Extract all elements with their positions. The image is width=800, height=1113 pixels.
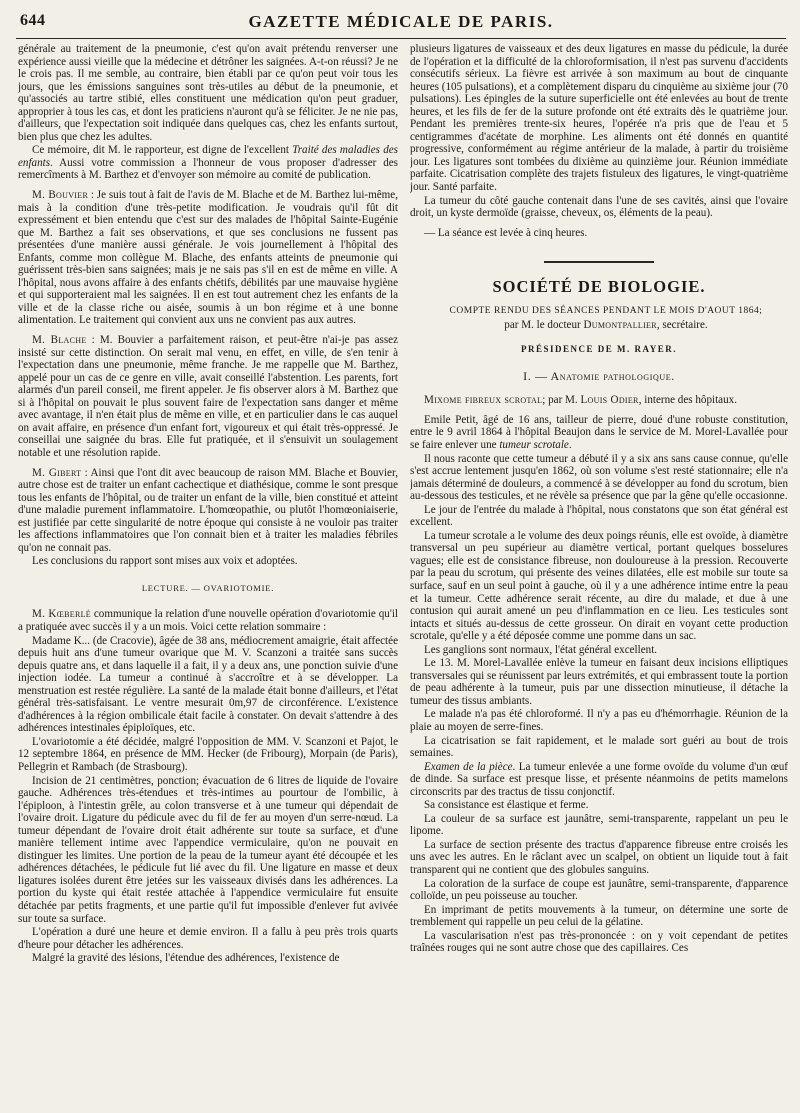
case-title: Mixome fibreux scrotal; par M. Louis Odier, interne des hôpitaux. — [424, 394, 737, 407]
paragraph: L'ovariotomie a été décidée, malgré l'opposition de MM. V. Scanzoni et Pajot, le 12 septembre 1864, en présence de MM. Hecker (de Fribourg), Morpain (de Paris), Pellegrin et Rambach (de Strasbourg). — [18, 735, 398, 773]
paragraph: La couleur de sa surface est jaunâtre, semi-transparente, rappelant un peu le lipome. — [410, 812, 788, 838]
paragraph: — La séance est levée à cinq heures. — [424, 226, 588, 239]
society-title: SOCIÉTÉ DE BIOLOGIE. — [492, 276, 706, 296]
paragraph: Emile Petit, âgé de 16 ans, tailleur de pierre, doué d'une robuste constitution, entre le 9 avril 1864 à l'hôpital Beaujon dans le service de M. Morel-Lavallée pour se faire enlever une tumeur scrotale. — [410, 413, 788, 451]
paragraph: Les conclusions du rapport sont mises aux voix et adoptées. — [32, 555, 298, 568]
paragraph: La tumeur scrotale a le volume des deux poings réunis, elle est ovoïde, à diamètre transversal un peu supérieur au diamètre vertical, portant quelques bosselures vagues; elle est de consistance fibreuse, non douloureuse à la pression. Recouverte par la peau du scrotum, qui présente des veines dilatées, elle est mobile sur toute sa surface, sauf en un seul point à gauche, où il y a une adhérence intime entre la peau et la tumeur. Cette adhérence serait récente, au dire du malade, et due à une contusion qui aurait amené un peu d'inflammation en ce lieu. Les testicules sont intacts et situés au-dessus de cette grosseur. On dirait en voyant cette production scrotale, qu'elle y a été déposée comme une pomme dans un sac. — [410, 529, 788, 643]
paragraph: M. Blache : M. Bouvier a parfaitement raison, et peut-être n'ai-je pas assez insisté sur cette distinction. On serait mal venu, en effet, en ville, de s'en tenir à l'expectation dans une pneumonie, même franche. Je me rappelle que M. Barthez, appelé pour un cas de ce genre en ville, avait conseillé l'abstention. Les parents, fort alarmés d'un pareil conseil, me firent appeler. Je fis observer alors à M. Barthez que si à l'hôpital on pouvait le plus souvent faire de l'expectation sans danger et même avec avantage, il n'en était plus de même en ville, et en particulier dans le cas auquel on avait affaire, en présence d'un enfant fort, vigoureux et qui était très-oppressé. Je conseillai une saignée du bras. Elle fut pratiquée, et il s'ensuivit un soulagement notable et une résolution rapide. — [18, 334, 398, 459]
speaker-name: M. Blache — [32, 334, 87, 347]
paragraph: générale au traitement de la pneumonie, c'est qu'on avait prétendu renverser une expérience aussi vieille que la médecine et détrôner les saignées. A-t-on réussi? Je ne le crois pas. Il me semble, au contraire, bien établi par ce qu'on peut voir tous les jours, que les émissions sanguines sont très-utiles au début de la pneumonie, et qu'associés au tartre stibié, elles constituent une médication qu'on peut graduer, approprier à tous les cas, et dont les praticiens n'auront qu'à se féliciter. Je ne nie pas, d'ailleurs, que l'expectation soit indiquée dans quelques cas, chez les enfants surtout, bien plus que chez les adultes. — [18, 43, 398, 143]
page-number: 644 — [20, 12, 46, 29]
paragraph: La tumeur du côté gauche contenait dans l'une de ses cavités, ainsi que l'ovaire droit, un kyste dermoïde (graisse, cheveux, os, éléments de la peau). — [410, 194, 788, 220]
paragraph: Malgré la gravité des lésions, l'étendue des adhérences, l'existence de — [32, 952, 340, 965]
section-divider — [544, 261, 654, 262]
paragraph: M. Kœberlé communique la relation d'une nouvelle opération d'ovariotomie qu'il a pratiquée avec succès il y a un mois. Voici cette relation sommaire : — [18, 608, 398, 633]
left-column — [18, 43, 398, 1101]
paragraph: Examen de la pièce. La tumeur enlevée a une forme ovoïde du volume d'un œuf de dinde. Sa surface est presque lisse, et présente néanmoins de petits mamelons circonscrits par des tractus de tissu conjonctif. — [410, 760, 788, 798]
paragraph: Incision de 21 centimètres, ponction; évacuation de 6 litres de liquide de l'ovaire gauche. Adhérences très-étendues et très-intimes au pourtour de l'ombilic, à l'épiploon, à l'intestin grêle, au colon transverse et à une tumeur qui dépendait de l'ovaire droit. Ligature du pédicule avec du fil de fer au moyen d'un serre-nœud. La tumeur dépendant de l'ovaire droit était adhérente sur toute sa surface, et d'une manière tellement intime avec l'appendice vermiculaire, qu'on ne pouvait en distinguer les limites. Une portion de la peau de la tumeur ayant été découpée et les adhérences détachées, le pédicule fut lié avec du fil. Une ligature en masse et deux ligatures isolées durent être jetées sur les vaisseaux divisés dans les adhérences. La portion du kyste qui était restée attachée à l'appendice vermiculaire fut ensuite détachée par petits fragments, et une partie qu'il fut impossible d'enlever fut avivée sur toute sa surface. — [18, 774, 398, 925]
paragraph: Le malade n'a pas été chloroformé. Il n'y a pas eu d'hémorrhagie. Réunion de la plaie au moyen de serre-fines. — [410, 708, 788, 733]
paragraph: M. Bouvier : Je suis tout à fait de l'avis de M. Blache et de M. Barthez lui-même, mais à la condition d'une très-petite modification. Je voudrais qu'il fût dit expressément et bien entendu que c'est sur des malades de l'hôpital Sainte-Eugénie que M. Barthez a fait ses observations, et que ses conclusions ne fussent pas présentées d'une manière aussi générale. Je vois journellement à l'hôpital des Enfants, comme mon collègue M. Blache, des enfants atteints de pneumonie qui guérissent très-bien sans saignées; mais je ne sais pas s'il en est de même en ville. A l'hôpital, nous avons affaire à des enfants chétifs, débilités par une mauvaise hygiène et qui supporteraient mal les saignées. Il en est tout autrement chez les enfants de la ville et de la classe riche ou aisée, soumis à un bon régime et à une bonne alimentation. Le traitement qui convient aux uns ne convient pas aux autres. — [18, 189, 398, 327]
paragraph: Le jour de l'entrée du malade à l'hôpital, nous constatons que son état général est excellent. — [410, 503, 788, 529]
paragraph: Il nous raconte que cette tumeur a débuté il y a six ans sans cause connue, qu'elle s'est accrue lentement jusqu'en 1862, où son volume s'est resté stationnaire; elle n'a jamais déterminé de douleurs, a commencé à se développer au fond du scrotum, bien au-dessous des testicules, et ne révèle sa présence que par la gêne qu'elle occasionne. — [410, 452, 788, 503]
paragraph: M. Gibert : Ainsi que l'ont dit avec beaucoup de raison MM. Blache et Bouvier, autre chose est de traiter un enfant cachectique et diathésique, comme le sont presque tous les enfants de l'hôpital, ou de traiter un enfant de la ville, bien constitué et atteint d'une maladie purement inflammatoire. L'homœopathie, ou plutôt l'homœoniaiserie, est justifiée par cette singularité de notre époque qui consiste à ne vouloir pas traiter les affections inflammatoires que l'on connait bien et à traiter les maladies fébriles qu'on ne connait pas. — [18, 466, 398, 554]
paragraph: La cicatrisation se fait rapidement, et le malade sort guéri au bout de trois semaines. — [410, 734, 788, 760]
paragraph: Les ganglions sont normaux, l'état général excellent. — [424, 643, 658, 656]
presidence-line: PRÉSIDENCE DE M. RAYER. — [521, 344, 677, 355]
paragraph: La surface de section présente des tractus d'apparence fibreuse entre croisés les uns avec les autres. En le râclant avec un scalpel, on obtient un liquide tout à fait transparent qui ne contient que des globules sanguins. — [410, 838, 788, 877]
paragraph: La vascularisation n'est pas très-prononcée : on y voit cependant de petites traînées rouges qui ne sont autre chose que des capillaires. Ces — [410, 929, 788, 955]
paragraph: En imprimant de petits mouvements à la tumeur, on détermine une sorte de tremblement qui rappelle un peu celui de la gélatine. — [410, 903, 788, 929]
paragraph: Sa consistance est élastique et ferme. — [424, 799, 589, 812]
speaker-name: M. Kœberlé — [32, 608, 91, 621]
right-column — [410, 43, 788, 1101]
book-title: Traité des maladies des enfants — [18, 144, 398, 169]
speaker-name: M. Bouvier — [32, 189, 89, 202]
paragraph: Ce mémoire, dit M. le rapporteur, est digne de l'excellent Traité des maladies des enfants. Aussi votre commission a l'honneur de vous proposer d'adresser des remercîments à M. Barthez et d'envoyer son mémoire au comité de publication. — [18, 144, 398, 182]
paragraph: plusieurs ligatures de vaisseaux et des deux ligatures en masse du pédicule, la durée de l'opération et la difficulté de la chloroformisation, il n'est pas survenu d'accidents consécutifs sérieux. La fièvre est arrivée à son maximum au bout de cinquante heures (105 pulsations), et a complètement disparu du cinquième au sixième jour (70 pulsations). Les épingles de la suture superficielle ont été enlevées au bout de trente heures, et les fils de fer de la suture profonde ont été extraits dès le quatrième jour. Pendant les premières trente-six heures, l'opérée n'a pris que de l'eau et 5 centigrammes d'acétate de morphine. Les aliments ont été donnés en quantité progressive, conformément au régime antérieur de la malade, à partir du troisième jour. Les ligatures sont tombées du dixième au quinzième jour. Réunion immédiate parfaite. Cicatrisation complète des trajets fistuleux des ligatures, le vingt-quatrième jour. Santé parfaite. — [410, 43, 788, 194]
paragraph: Madame K... (de Cracovie), âgée de 38 ans, médiocrement amaigrie, était affectée depuis huit ans d'une tumeur ovarique que M. V. Scanzoni a traitée sans succès depuis quatre ans, et dans laquelle il a fait, il y a deux ans, une ponction suivie d'une injection iodée. La tumeur a continué à s'accroître et à se développer. La menstruation est restée régulière. La santé de la malade était bonne d'ailleurs, et l'état général très-satisfaisant. Le ventre mesurait 0m,97 de circonférence. L'existence d'adhérences à la région ombilicale était facile à constater. On devait s'attendre à des adhérences intestinales épiploïques, etc. — [18, 634, 398, 735]
report-secretary: par M. le docteur Dumontpallier, secrétaire. — [504, 318, 708, 331]
paragraph: L'opération a duré une heure et demie environ. Il a fallu à peu près trois quarts d'heure pour détacher les adhérences. — [18, 926, 398, 951]
speaker-name: M. Gibert — [32, 466, 82, 479]
report-subtitle: COMPTE RENDU DES SÉANCES PENDANT LE MOIS D'AOUT 1864; — [449, 306, 763, 317]
section-heading: LECTURE. — OVARIOTOMIE. — [141, 582, 275, 593]
paragraph: La coloration de la surface de coupe est jaunâtre, semi-transparente, d'apparence colloïde, un peu poisseuse au toucher. — [410, 877, 788, 903]
page-header — [16, 8, 786, 39]
journal-title: GAZETTE MÉDICALE DE PARIS. — [248, 12, 554, 31]
paragraph: Le 13. M. Morel-Lavallée enlève la tumeur en faisant deux incisions elliptiques transversales qui se réunissent par leurs extrémités, et qui embrassent toute la portion de peau adhérente à la tumeur, puis par une dissection minutieuse, il détache la tumeur des tissus ambiants. — [410, 657, 788, 707]
section-heading: I. — Anatomie pathologique. — [523, 368, 675, 383]
